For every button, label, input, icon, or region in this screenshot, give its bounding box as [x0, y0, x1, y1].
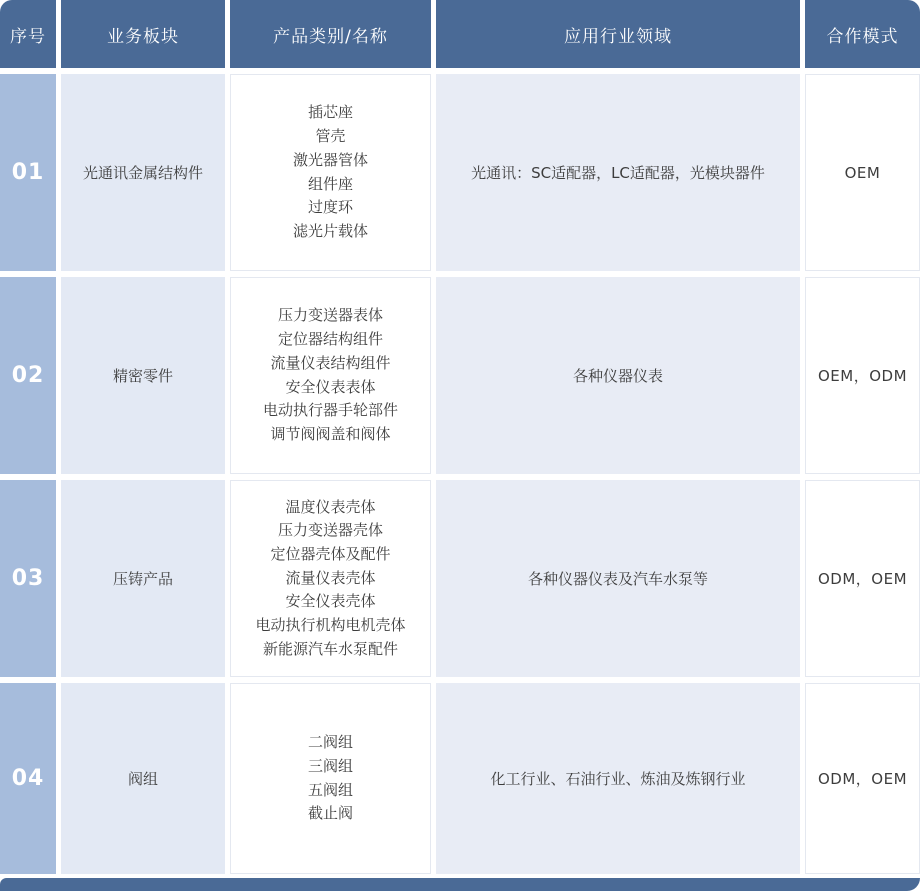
- row-index: 01: [0, 74, 56, 271]
- products-cell: 压力变送器表体 定位器结构组件 流量仪表结构组件 安全仪表表体 电动执行器手轮部件 调节阀阀盖和阀体: [230, 277, 431, 474]
- cooperation-cell: OEM: [805, 74, 920, 271]
- row-index: 04: [0, 683, 56, 874]
- segment-cell: 压铸产品: [61, 480, 225, 677]
- industries-cell: 化工行业、石油行业、炼油及炼钢行业: [436, 683, 800, 874]
- header-business-segment: 业务板块: [61, 0, 225, 68]
- industries-cell: 各种仪器仪表及汽车水泵等: [436, 480, 800, 677]
- segment-cell: 精密零件: [61, 277, 225, 474]
- cooperation-cell: ODM，OEM: [805, 683, 920, 874]
- segment-cell: 阀组: [61, 683, 225, 874]
- bottom-accent-bar: [0, 878, 920, 891]
- header-application-industry: 应用行业领域: [436, 0, 800, 68]
- products-cell: 温度仪表壳体 压力变送器壳体 定位器壳体及配件 流量仪表壳体 安全仪表壳体 电动执行机构电机壳体 新能源汽车水泵配件: [230, 480, 431, 677]
- header-cooperation-mode: 合作模式: [805, 0, 920, 68]
- cooperation-cell: OEM，ODM: [805, 277, 920, 474]
- row-index: 03: [0, 480, 56, 677]
- industries-cell: 各种仪器仪表: [436, 277, 800, 474]
- cooperation-cell: ODM，OEM: [805, 480, 920, 677]
- header-index: 序号: [0, 0, 56, 68]
- header-product-category: 产品类别/名称: [230, 0, 431, 68]
- products-cell: 二阀组 三阀组 五阀组 截止阀: [230, 683, 431, 874]
- products-cell: 插芯座 管壳 激光器管体 组件座 过度环 滤光片载体: [230, 74, 431, 271]
- segment-cell: 光通讯金属结构件: [61, 74, 225, 271]
- industries-cell: 光通讯：SC适配器，LC适配器，光模块器件: [436, 74, 800, 271]
- row-index: 02: [0, 277, 56, 474]
